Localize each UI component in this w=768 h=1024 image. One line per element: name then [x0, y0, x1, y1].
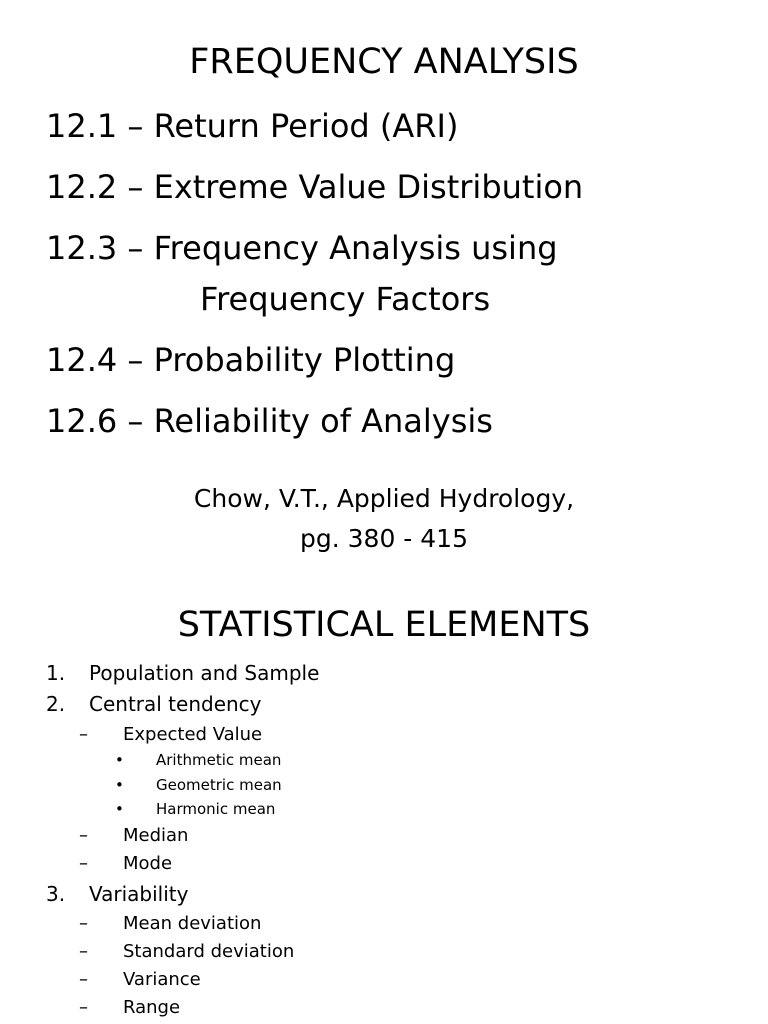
list-label: Expected Value — [123, 724, 263, 745]
list-label: Population and Sample — [89, 661, 320, 685]
bullet-marker: • — [115, 800, 124, 818]
list-label: Geometric mean — [156, 776, 282, 794]
dash-marker: – — [79, 724, 88, 745]
list-label: Mode — [123, 853, 173, 874]
slide-title: FREQUENCY ANALYSIS — [189, 42, 579, 82]
bullet-marker: • — [115, 776, 124, 794]
section-item-continuation: Frequency Factors — [200, 280, 491, 318]
reference-citation: Chow, V.T., Applied Hydrology, — [193, 484, 575, 513]
dash-marker: – — [79, 997, 88, 1018]
list-label: Median — [123, 825, 189, 846]
list-label: Harmonic mean — [156, 800, 276, 818]
section-item: 12.4 – Probability Plotting — [46, 341, 456, 379]
list-label: Variability — [89, 882, 189, 906]
dash-marker: – — [79, 913, 88, 934]
section-item: 12.6 – Reliability of Analysis — [46, 402, 493, 440]
dash-marker: – — [79, 825, 88, 846]
section-item: 12.1 – Return Period (ARI) — [46, 107, 459, 145]
list-label: Standard deviation — [123, 941, 295, 962]
bullet-marker: • — [115, 751, 124, 769]
list-number: 2. — [46, 692, 66, 716]
list-label: Arithmetic mean — [156, 751, 282, 769]
list-label: Variance — [123, 969, 201, 990]
list-label: Central tendency — [89, 692, 262, 716]
list-label: Range — [123, 997, 181, 1018]
list-label: Mean deviation — [123, 913, 262, 934]
dash-marker: – — [79, 941, 88, 962]
list-number: 3. — [46, 882, 66, 906]
slide-title: STATISTICAL ELEMENTS — [177, 605, 591, 645]
list-number: 1. — [46, 661, 66, 685]
dash-marker: – — [79, 853, 88, 874]
section-item: 12.2 – Extreme Value Distribution — [46, 168, 584, 206]
dash-marker: – — [79, 969, 88, 990]
reference-pages: pg. 380 - 415 — [300, 524, 468, 553]
section-item: 12.3 – Frequency Analysis using — [46, 229, 558, 267]
